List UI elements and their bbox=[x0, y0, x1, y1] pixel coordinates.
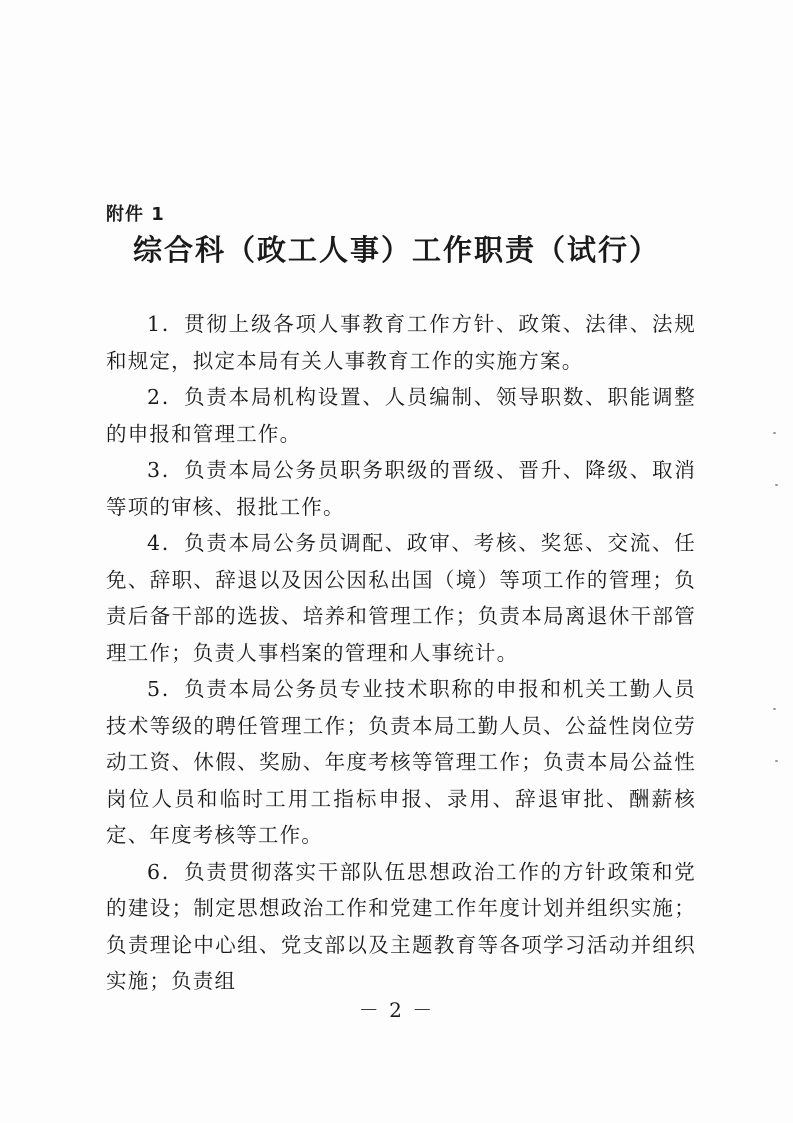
scan-mark bbox=[773, 432, 776, 434]
scan-mark bbox=[773, 708, 776, 710]
document-body bbox=[106, 306, 696, 1000]
scan-mark bbox=[775, 484, 778, 486]
paragraph-6: 6．负责贯彻落实干部队伍思想政治工作的方针政策和党的建设；制定思想政治工作和党建工作年度计划并组织实施；负责理论中心组、党支部以及主题教育等各项学习活动并组织实施；负责组 bbox=[106, 859, 696, 993]
paragraph-5: 5．负责本局公务员专业技术职称的申报和机关工勤人员技术等级的聘任管理工作；负责本局工勤人员、公益性岗位劳动工资、休假、奖励、年度考核等管理工作；负责本局公益性岗位人员和临时工用工指标申报、录用、辞退审批、酬薪核定、年度考核等工作。 bbox=[106, 677, 696, 847]
paragraph-1: 1．贯彻上级各项人事教育工作方针、政策、法律、法规和规定，拟定本局有关人事教育工作的实施方案。 bbox=[106, 312, 696, 373]
document-title: 综合科（政工人事）工作职责（试行） bbox=[132, 233, 660, 267]
paragraph-3: 3．负责本局公务员职务职级的晋级、晋升、降级、取消等项的审核、报批工作。 bbox=[106, 458, 696, 519]
page-number: － 2 － bbox=[358, 998, 435, 1022]
paragraph-4: 4．负责本局公务员调配、政审、考核、奖惩、交流、任免、辞职、辞退以及因公因私出国（境）等项工作的管理；负责后备干部的选拔、培养和管理工作；负责本局离退休干部管理工作；负责人事档案的管理和人事统计。 bbox=[106, 531, 696, 665]
scan-mark bbox=[775, 760, 778, 762]
paragraph-2: 2．负责本局机构设置、人员编制、领导职数、职能调整的申报和管理工作。 bbox=[106, 385, 696, 446]
attachment-label: 附件 1 bbox=[106, 204, 165, 225]
